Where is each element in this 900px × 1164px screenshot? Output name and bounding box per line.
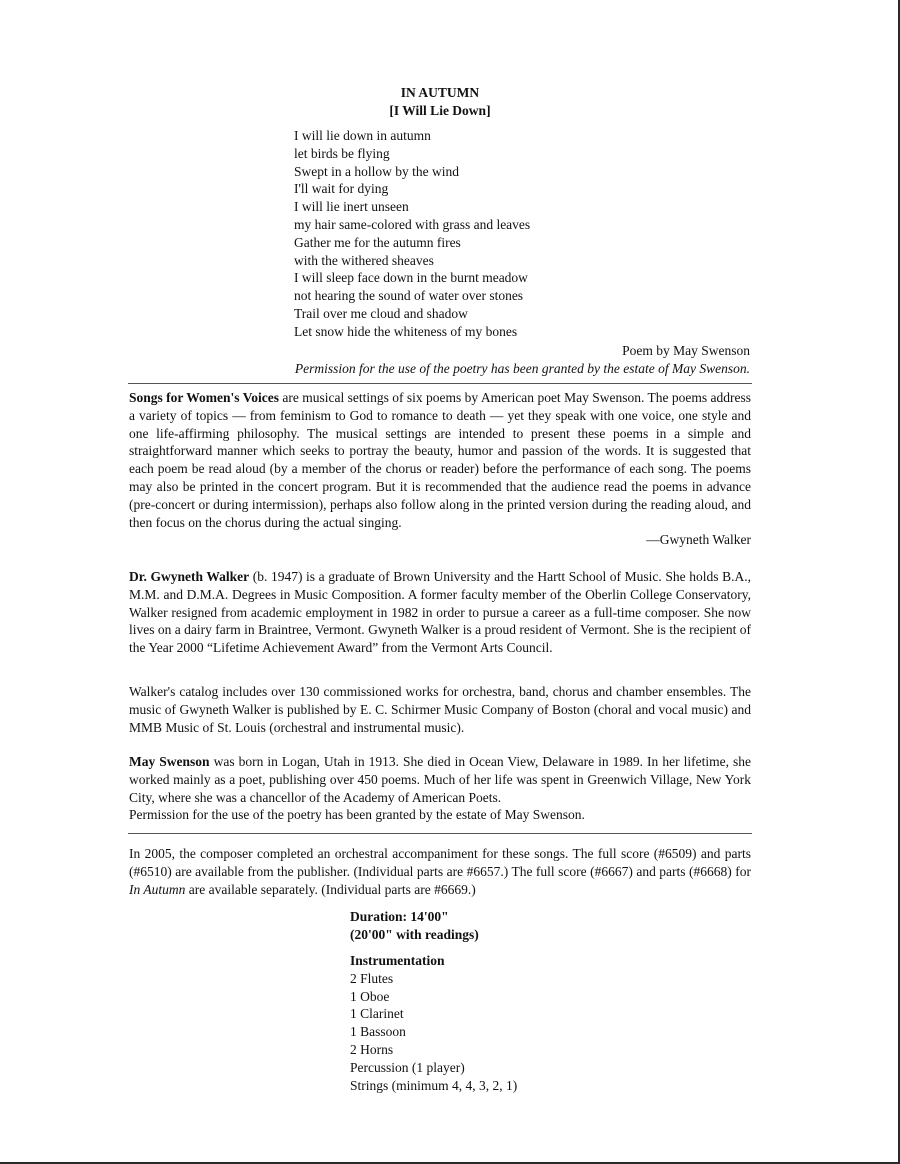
- poem-line: I'll wait for dying: [294, 181, 389, 197]
- orchestral-text-after: are available separately. (Individual parts are #6669.): [185, 881, 476, 897]
- poem-text: [294, 127, 530, 341]
- songs-lead: Songs for Women's Voices: [129, 390, 279, 405]
- divider-top: [128, 383, 752, 384]
- poem-line: my hair same-colored with grass and leaves: [294, 216, 531, 232]
- poem-line: let birds be flying: [294, 145, 390, 161]
- duration-readings-line: (20'00" with readings): [350, 926, 479, 942]
- poem-line: Swept in a hollow by the wind: [294, 163, 459, 179]
- instrument-item: Strings (minimum 4, 4, 3, 2, 1): [350, 1077, 518, 1093]
- poem-credit: Poem by May Swenson: [622, 343, 750, 358]
- swenson-bio-text: was born in Logan, Utah in 1913. She died in Ocean View, Delaware in 1989. In her lifetime, she worked mainly as a poet, publishing over 450 poems. Much of her life was spent in Greenwich Village, New York City, where she was a chancellor of the Academy of American Poets.: [129, 754, 751, 805]
- walker-bio-text: (b. 1947) is a graduate of Brown University and the Hartt School of Music. She holds B.A., M.M. and D.M.A. Degrees in Music Composition. A former faculty member of the Oberlin College Conservatory, Walker resigned from academic employment in 1982 in order to pursue a career as a full-time composer. She now lives on a dairy farm in Braintree, Vermont. Gwyneth Walker is a proud resident of Vermont. She is the recipient of the Year 2000 “Lifetime Achievement Award” from the Vermont Arts Council.: [129, 569, 751, 656]
- song-subtitle: [I Will Lie Down]: [389, 103, 491, 118]
- songs-signature: —Gwyneth Walker: [646, 532, 751, 548]
- instrument-item: 1 Bassoon: [350, 1024, 406, 1040]
- orchestral-text-before: In 2005, the composer completed an orchestral accompaniment for these songs. The full score (#6509) and parts (#6510) are available from the publisher. (Individual parts are #6657.) The full score (#6667) and parts (#6668) for: [129, 846, 751, 879]
- instrument-item: 2 Flutes: [350, 970, 394, 986]
- instrument-item: 1 Clarinet: [350, 1006, 404, 1022]
- poem-line: I will sleep face down in the burnt meadow: [294, 270, 528, 286]
- orchestral-title-italic: In Autumn: [129, 881, 186, 897]
- swenson-bio: [129, 753, 751, 824]
- orchestral-note: [129, 845, 751, 898]
- instrument-item: Percussion (1 player): [350, 1059, 465, 1075]
- poem-line: not hearing the sound of water over stones: [294, 288, 524, 304]
- walker-bio: [129, 568, 751, 657]
- duration-line: Duration: 14'00": [350, 909, 449, 924]
- duration-block: [350, 908, 479, 944]
- instrumentation-heading: Instrumentation: [350, 953, 445, 968]
- song-title-block: [0, 84, 880, 120]
- swenson-bio-lead: May Swenson: [129, 754, 210, 769]
- instrumentation-block: [350, 952, 517, 1094]
- instrument-item: 1 Oboe: [350, 988, 390, 1004]
- catalog-text: Walker's catalog includes over 130 commissioned works for orchestra, band, chorus and chamber ensembles. The music of Gwyneth Walker is published by E. C. Schirmer Music Company of Boston (choral and vocal music) and MMB Music of St. Louis (orchestral and instrumental music).: [129, 684, 751, 735]
- poem-line: Trail over me cloud and shadow: [294, 305, 468, 321]
- catalog-paragraph: [129, 683, 751, 736]
- poem-line: Gather me for the autumn fires: [294, 234, 461, 250]
- poem-line: with the withered sheaves: [294, 252, 434, 268]
- poem-line: Let snow hide the whiteness of my bones: [294, 323, 518, 339]
- walker-bio-lead: Dr. Gwyneth Walker: [129, 569, 250, 584]
- songs-description: [129, 389, 751, 549]
- instrument-item: 2 Horns: [350, 1041, 394, 1057]
- poem-line: I will lie down in autumn: [294, 128, 431, 143]
- swenson-permission: Permission for the use of the poetry has been granted by the estate of May Swenson.: [129, 807, 585, 823]
- poem-permission: Permission for the use of the poetry has been granted by the estate of May Swenson.: [294, 361, 750, 376]
- divider-bottom: [128, 833, 752, 834]
- songs-text: are musical settings of six poems by American poet May Swenson. The poems address a variety of topics — from feminism to God to romance to death — yet they speak with one voice, one style and one life-affirming philosophy. The musical settings are intended to present these poems in a simple and straightforward manner which seeks to portray the beauty, humor and passion of the words. It is suggested that each poem be read aloud (by a member of the chorus or reader) before the performance of each song. The poems may also be printed in the concert program. But it is recommended that the audience read the poems in advance (pre-concert or during intermission), perhaps also follow along in the printed version during the reading aloud, and then focus on the chorus during the actual singing.: [129, 390, 752, 530]
- poem-line: I will lie inert unseen: [294, 199, 409, 215]
- song-title: IN AUTUMN: [400, 85, 480, 100]
